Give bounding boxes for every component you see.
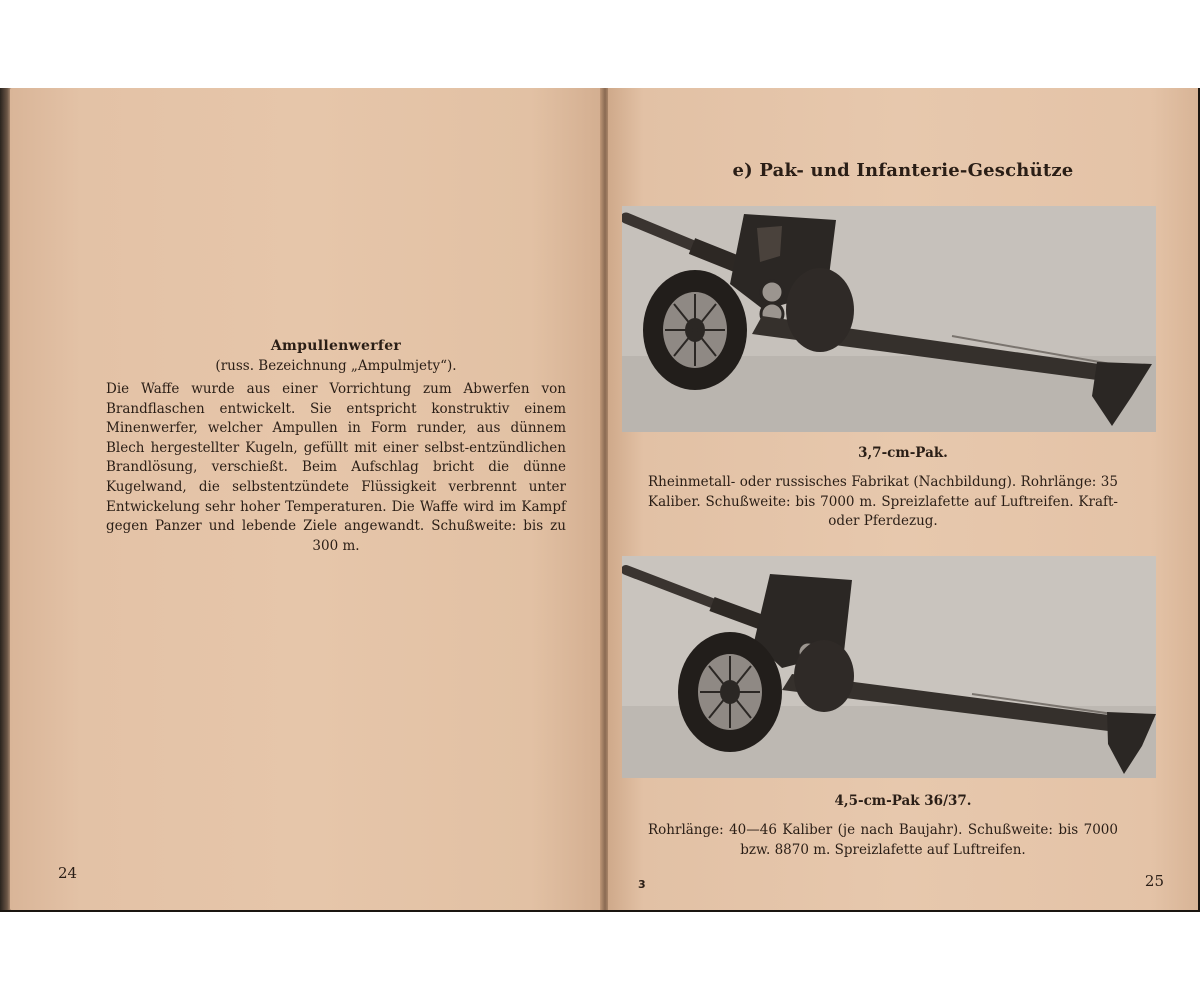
anti-tank-gun-photo: [622, 556, 1156, 778]
caption-body: Rohrlänge: 40—46 Kaliber (je nach Baujahr). Schußweite: bis 7000 bzw. 8870 m. Spreizlafette auf Luftreifen.: [648, 822, 1118, 858]
page-number-left: 24: [58, 864, 78, 882]
weapon-entry: [106, 338, 566, 556]
open-book: [0, 88, 1200, 912]
anti-tank-gun-photo: [622, 206, 1156, 432]
entry-title: Ampullenwerfer: [270, 338, 402, 354]
printer-signature: 3: [638, 878, 646, 891]
gun-illustration: [622, 556, 1156, 778]
entry-subtitle: (russ. Bezeichnung „Ampulmjety“).: [215, 358, 457, 374]
gun-illustration: [622, 206, 1156, 432]
page-number-right: 25: [1144, 872, 1164, 890]
left-page: [10, 88, 602, 910]
right-page: [608, 88, 1198, 910]
section-title: e) Pak- und Infanterie-Geschütze: [732, 160, 1074, 181]
entry-body: Die Waffe wurde aus einer Vorrichtung zum Abwerfen von Brandflaschen entwickelt. Sie entspricht konstruktiv einem Minenwerfer, welcher Ampullen in Form runder, aus dünnem Blech hergestellter Kugeln, gefüllt mit einer selbst-entzündlichen Brandlösung, verschießt. Beim Aufschlag bricht die dünne Kugelwand, die selbstentzündete Flüssigkeit verbrennt unter Entwickelung sehr hoher Temperaturen. Die Waffe wird im Kampf gegen Panzer und lebende Ziele angewandt. Schußweite: bis zu 300 m.: [106, 381, 566, 554]
caption-title: 4,5-cm-Pak 36/37.: [834, 793, 972, 809]
caption-title: 3,7-cm-Pak.: [858, 445, 948, 461]
caption-body: Rheinmetall- oder russisches Fabrikat (Nachbildung). Rohrlänge: 35 Kaliber. Schußweite: bis 7000 m. Spreizlafette auf Luftreifen. Kraft- oder Pferdezug.: [648, 474, 1118, 529]
